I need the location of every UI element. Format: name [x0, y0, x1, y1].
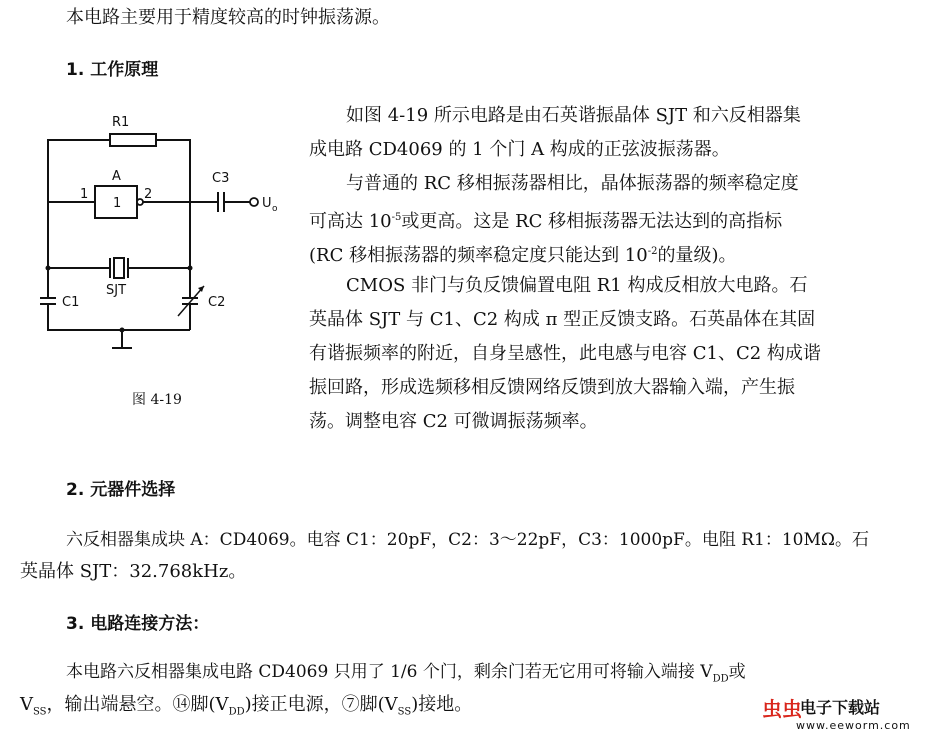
resistor-r1	[110, 134, 156, 146]
para3-line4: 振回路，形成选频移相反馈网络反馈到放大器输入端，产生振	[309, 377, 795, 398]
section2-heading: 2. 元器件选择	[66, 480, 176, 500]
para3-line3: 有谐振频率的附近，自身呈感性，此电感与电容 C1、C2 构成谐	[309, 343, 821, 364]
figure-caption: 图 4-19	[132, 392, 182, 408]
watermark-url: www.eeworm.com	[796, 719, 911, 732]
watermark-bug-logo: 虫虫	[762, 697, 802, 721]
label-out-sub: o	[272, 204, 278, 214]
para1-line2: 成电路 CD4069 的 1 个门 A 构成的正弦波振荡器。	[309, 139, 730, 160]
para3-line2: 英晶体 SJT 与 C1、C2 构成 π 型正反馈支路。石英晶体在其固	[309, 309, 816, 330]
para2-line3: (RC 移相振荡器的频率稳定度只能达到 $10^{-2}$的量级)。	[309, 245, 737, 266]
section3-line2: $V_{SS}$，输出端悬空。⑭脚$(V_{DD})$接正电源，⑦脚$(V_{SS})$接地。	[20, 694, 473, 718]
label-gate-num: 1	[113, 196, 122, 211]
para2-line2: 可高达 $10^{-5}$或更高。这是 RC 移相振荡器无法达到的高指标	[309, 211, 783, 232]
label-pin-out: 2	[144, 187, 153, 202]
para1-line1: 如图 4-19 所示电路是由石英谐振晶体 SJT 和六反相器集	[346, 105, 801, 126]
label-pin-in: 1	[80, 187, 89, 202]
watermark-logo	[762, 689, 922, 741]
circuit-diagram	[40, 110, 280, 370]
para3-line1: CMOS 非门与负反馈偏置电阻 R1 构成反相放大电路。石	[346, 275, 808, 296]
section2-line1: 六反相器集成块 A：CD4069。电容 C1：20pF，C2：3～22pF，C3：1000pF。电阻 R1：10MΩ。石	[66, 530, 869, 550]
watermark-site-name: 电子下载站	[800, 698, 881, 717]
section2-line2: 英晶体 SJT：32.768kHz。	[20, 561, 247, 582]
para3-line5: 荡。调整电容 C2 可微调振荡频率。	[309, 411, 598, 432]
section3-line1: 本电路六反相器集成电路 CD4069 只用了 1/6 个门，剩余门若无它用可将输入端接 $V_{DD}$或	[66, 662, 746, 685]
label-out: U	[262, 196, 272, 211]
label-c3: C3	[212, 171, 230, 186]
label-c1: C1	[62, 295, 80, 310]
wire-r1-right	[156, 140, 190, 270]
label-c2: C2	[208, 295, 226, 310]
section1-heading: 1. 工作原理	[66, 60, 159, 80]
label-sjt: SJT	[106, 283, 127, 298]
label-gate-a: A	[112, 169, 121, 184]
output-terminal	[250, 198, 258, 206]
section3-heading: 3. 电路连接方法：	[66, 614, 210, 634]
label-r1: R1	[112, 115, 130, 130]
crystal-sjt	[114, 258, 124, 278]
para2-line1: 与普通的 RC 移相振荡器相比，晶体振荡器的频率稳定度	[346, 173, 799, 194]
inverter-bubble	[137, 199, 143, 205]
intro-text: 本电路主要用于精度较高的时钟振荡源。	[66, 7, 390, 28]
